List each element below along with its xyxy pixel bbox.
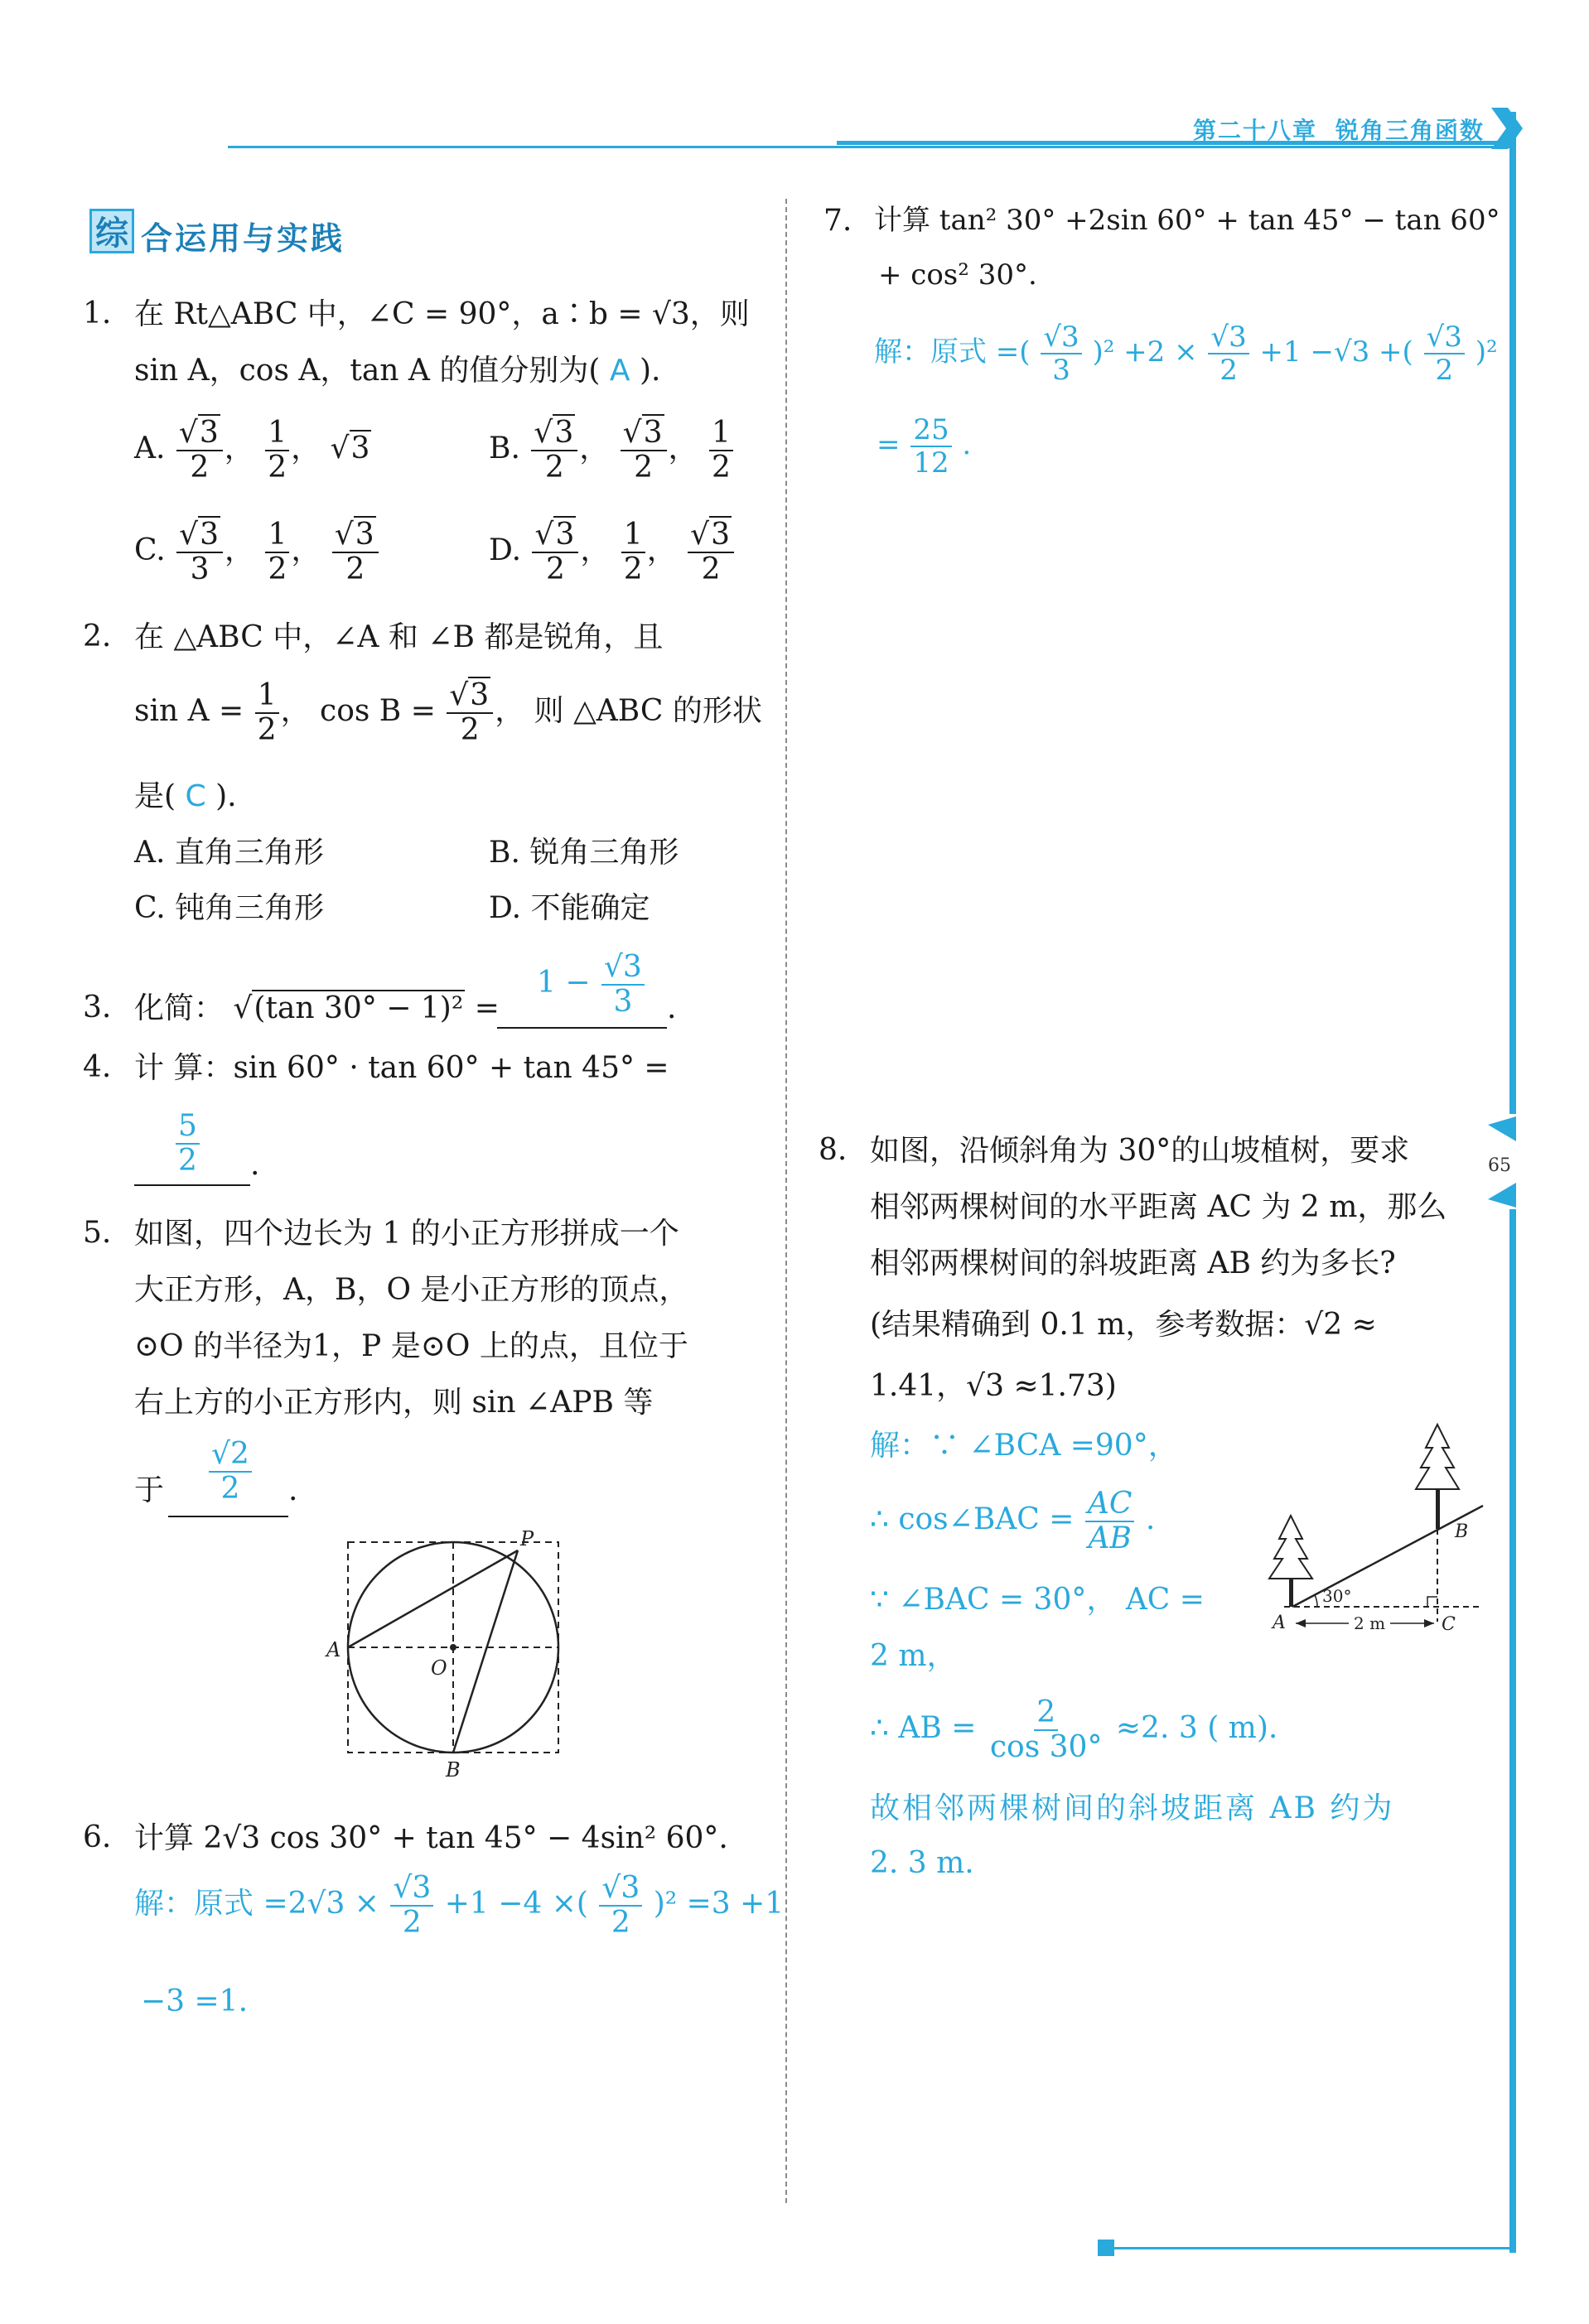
- q6-number: 6.: [83, 1820, 112, 1854]
- q2-line3: [134, 779, 237, 814]
- q2-option-b: B. 锐角三角形: [489, 836, 679, 870]
- q7-frac3: $\frac{√3}{2}$: [1424, 323, 1465, 384]
- q8-sol7: 2. 3 m.: [870, 1846, 974, 1880]
- q3-text: 化简：: [134, 991, 225, 1025]
- q5-label-A: A: [326, 1638, 341, 1661]
- q2-option-c: C. 钝角三角形: [134, 891, 325, 925]
- q8-arrow-left-icon: [1296, 1619, 1306, 1627]
- q5-answer: [207, 1439, 254, 1504]
- q6-solution: [134, 1873, 784, 1938]
- q3-expr: (tan 30° − 1)²: [254, 991, 464, 1025]
- q5-line4: 右上方的小正方形内，则 sin ∠APB 等: [134, 1386, 654, 1420]
- section-title: 合运用与实践: [141, 220, 345, 257]
- q7-res-frac: $\frac{25}{12}$: [910, 416, 951, 477]
- q7-frac2: $\frac{√3}{2}$: [1208, 323, 1248, 384]
- q5-label-O: O: [431, 1656, 447, 1680]
- q6-line1: 计算 2√3 cos 30° + tan 45° − 4sin² 60°.: [134, 1821, 728, 1855]
- q3-ans-frac: $\frac{√3}{3}$: [601, 952, 645, 1017]
- q8-sol2: [870, 1489, 1155, 1554]
- q1-option-d: D. $\frac{√3}{2}$ ， $\frac{1}{2}$ ， $\frac{√3}{2}$: [489, 520, 736, 585]
- q8-label-dist: 2 m: [1354, 1613, 1386, 1633]
- q1-option-a: A. $\frac{√3}{2}$ ， $\frac{1}{2}$ ， √3: [134, 416, 370, 485]
- q1-option-d-label: D.: [489, 533, 522, 567]
- q4-number: 4.: [83, 1050, 112, 1084]
- footer-rule: [1110, 2247, 1516, 2249]
- q1-option-a-label: A.: [134, 432, 166, 465]
- q8-sol5-b: ≈2. 3 ( m).: [1115, 1711, 1278, 1745]
- q4-end: .: [250, 1148, 260, 1182]
- q1-a-frac2: $\frac{1}{2}$: [265, 418, 289, 483]
- q6-sol-a: 解：原式 =2√3 ×: [134, 1887, 379, 1921]
- q8-tree-b-icon: [1416, 1425, 1459, 1529]
- q7-frac1: $\frac{√3}{3}$: [1041, 323, 1081, 384]
- q8-sol2-end: .: [1145, 1502, 1156, 1536]
- q8-sol5-a: ∴ AB =: [870, 1711, 977, 1745]
- q8-angle-arc: [1315, 1595, 1317, 1607]
- q8-sol2-a: ∴ cos∠BAC =: [870, 1502, 1075, 1536]
- q8-label-B: B: [1455, 1521, 1469, 1542]
- q7-sol-b: )² +2 ×: [1092, 335, 1198, 369]
- q2-line3-b: ).: [215, 779, 237, 813]
- q3-end: .: [667, 991, 677, 1025]
- q3-ans-a: 1 −: [537, 966, 591, 1000]
- q5-ans-frac: $\frac{√2}{2}$: [209, 1439, 252, 1504]
- footer-square: [1098, 2240, 1114, 2256]
- q2-cosB-frac: $\frac{√3}{2}$: [447, 681, 493, 745]
- q7-solution: [874, 321, 1498, 387]
- q5-line1: 如图，四个边长为 1 的小正方形拼成一个: [134, 1217, 679, 1251]
- q8-line4: (结果精确到 0.1 m，参考数据：√2 ≈: [870, 1308, 1377, 1342]
- q6-sol-c: )² =3 +1: [653, 1887, 785, 1921]
- q4-answer: [174, 1111, 201, 1176]
- q2-sinA: sin A =: [134, 694, 244, 728]
- q1-option-b: B. $\frac{√3}{2}$ ， $\frac{√3}{2}$ ， $\frac{1}{2}$: [489, 418, 735, 483]
- q1-b-frac3: $\frac{1}{2}$: [709, 418, 733, 483]
- q5-label-P: P: [520, 1527, 534, 1550]
- header-title: 锐角三角函数: [1335, 117, 1485, 144]
- q6-frac1: $\frac{√3}{2}$: [390, 1873, 433, 1938]
- q8-sol6: 故相邻两棵树间的斜坡距离 AB 约为: [870, 1791, 1395, 1825]
- header-rule: [228, 146, 1516, 148]
- q7-sol-a: 解：原式 =(: [874, 335, 1031, 369]
- q2-answer: C: [185, 779, 206, 813]
- q1-c-frac2: $\frac{1}{2}$: [265, 520, 289, 585]
- q1-number: 1.: [83, 297, 112, 330]
- q3-answer: [537, 952, 646, 1017]
- q3-root: √(tan 30° − 1)²: [233, 991, 464, 1025]
- q1-a-frac1: $\frac{√3}{2}$: [176, 418, 223, 483]
- q8-line3: 相邻两棵树间的斜坡距离 AB 约为多长?: [870, 1246, 1396, 1280]
- q5-line2: 大正方形，A，B，O 是小正方形的顶点，: [134, 1273, 689, 1307]
- q6-frac2: $\frac{√3}{2}$: [599, 1873, 642, 1938]
- q1-a-val3: √3: [330, 432, 370, 465]
- column-divider: [785, 199, 787, 2203]
- q7-line2: + cos² 30°.: [878, 258, 1037, 292]
- q7-number: 7.: [823, 204, 852, 238]
- q1-line1: 在 Rt△ABC 中，∠C = 90°，a∶b = √3，则: [134, 297, 750, 331]
- q8-number: 8.: [819, 1133, 848, 1167]
- q7-sol-c: +1 −√3 +(: [1259, 335, 1413, 369]
- q8-arrow-right-icon: [1424, 1619, 1434, 1627]
- q2-option-d: D. 不能确定: [489, 891, 650, 925]
- q1-d-frac3: $\frac{√3}{2}$: [688, 520, 734, 585]
- q3-number: 3.: [83, 991, 112, 1025]
- q1-option-c-label: C.: [134, 533, 166, 567]
- q5-line5: 于: [134, 1473, 165, 1507]
- q1-line2-b: ).: [639, 354, 661, 388]
- q8-label-C: C: [1442, 1614, 1456, 1635]
- q8-figure: [1259, 1416, 1500, 1648]
- q5-number: 5.: [83, 1216, 112, 1250]
- q2-cosB: cos B =: [320, 694, 436, 728]
- header-chapter: 第二十八章: [1193, 117, 1318, 144]
- q8-sol2-frac: $\frac{AC}{AB}$: [1085, 1489, 1135, 1554]
- q8-sol1: 解：∵ ∠BCA =90°，: [870, 1429, 1178, 1463]
- q1-d-frac2: $\frac{1}{2}$: [621, 520, 645, 585]
- q6-sol-b: +1 −4 ×(: [444, 1887, 588, 1921]
- q1-line2-a: sin A，cos A，tan A 的值分别为(: [134, 354, 601, 388]
- q2-line3-a: 是(: [134, 779, 176, 813]
- q2-line1: 在 △ABC 中，∠A 和 ∠B 都是锐角，且: [134, 620, 664, 654]
- q8-sol3: ∵ ∠BAC = 30°， AC =: [870, 1583, 1205, 1617]
- q5-center-dot: [450, 1644, 456, 1651]
- q2-line2-tail: 则 △ABC 的形状: [534, 694, 762, 728]
- q8-tree-a-icon: [1269, 1516, 1312, 1607]
- q2-option-a: A. 直角三角形: [134, 836, 324, 870]
- q7-res-eq: =: [877, 428, 901, 461]
- side-bar-bottom: [1509, 1209, 1516, 2253]
- q3-line: [134, 991, 500, 1026]
- q2-sinA-frac: $\frac{1}{2}$: [255, 681, 279, 745]
- q5-label-B: B: [446, 1758, 461, 1781]
- side-bar-top: [1509, 112, 1516, 1114]
- q1-d-frac1: $\frac{√3}{2}$: [532, 520, 578, 585]
- header-arrow-icon: [1491, 108, 1524, 149]
- q4-line1: 计 算：sin 60° · tan 60° + tan 45° =: [134, 1051, 669, 1085]
- q8-line2: 相邻两棵树间的水平距离 AC 为 2 m，那么: [870, 1190, 1447, 1224]
- q1-line2: [134, 353, 660, 388]
- q3-eq: =: [474, 991, 500, 1025]
- q8-sol4: 2 m，: [870, 1639, 957, 1673]
- q1-c-frac1: $\frac{√3}{3}$: [176, 520, 223, 585]
- q4-ans-frac: $\frac{5}{2}$: [176, 1111, 200, 1176]
- q2-line2: sin A = $\frac{1}{2}$ ， cos B = $\frac{√3}{2}$ ， 则 △ABC 的形状: [134, 678, 762, 747]
- section-icon: 综: [89, 209, 134, 253]
- q5-figure: [315, 1524, 580, 1781]
- q5-end: .: [288, 1473, 298, 1507]
- q1-option-c: C. $\frac{√3}{3}$ ， $\frac{1}{2}$ ， $\frac{√3}{2}$: [134, 520, 380, 585]
- q7-result: [877, 413, 972, 480]
- page-number: 65: [1488, 1155, 1511, 1176]
- q8-label-A: A: [1273, 1613, 1286, 1633]
- q8-right-angle: [1427, 1597, 1437, 1607]
- q8-line5: 1.41，√3 ≈1.73): [870, 1369, 1117, 1403]
- q8-sol5: [870, 1695, 1278, 1764]
- q7-line1: 计算 tan² 30° +2sin 60° + tan 45° − tan 60°: [874, 204, 1500, 237]
- q1-option-b-label: B.: [489, 432, 520, 465]
- q7-res-end: .: [962, 428, 972, 461]
- q8-line1: 如图，沿倾斜角为 30°的山坡植树，要求: [870, 1134, 1410, 1168]
- q1-c-frac3: $\frac{√3}{2}$: [332, 520, 379, 585]
- q1-b-frac1: $\frac{√3}{2}$: [531, 418, 577, 483]
- q5-line3: ⊙O 的半径为1，P 是⊙O 上的点，且位于: [134, 1329, 688, 1363]
- q7-sol-d: )²: [1475, 335, 1498, 369]
- q6-line3: −3 =1.: [141, 1984, 249, 2018]
- q1-answer: A: [609, 354, 630, 388]
- q8-sol5-frac: $\frac{2}{\cos 30^\circ}$: [989, 1695, 1103, 1764]
- q1-b-frac2: $\frac{√3}{2}$: [621, 418, 667, 483]
- q8-label-angle: 30°: [1322, 1586, 1352, 1606]
- q2-number: 2.: [83, 620, 112, 653]
